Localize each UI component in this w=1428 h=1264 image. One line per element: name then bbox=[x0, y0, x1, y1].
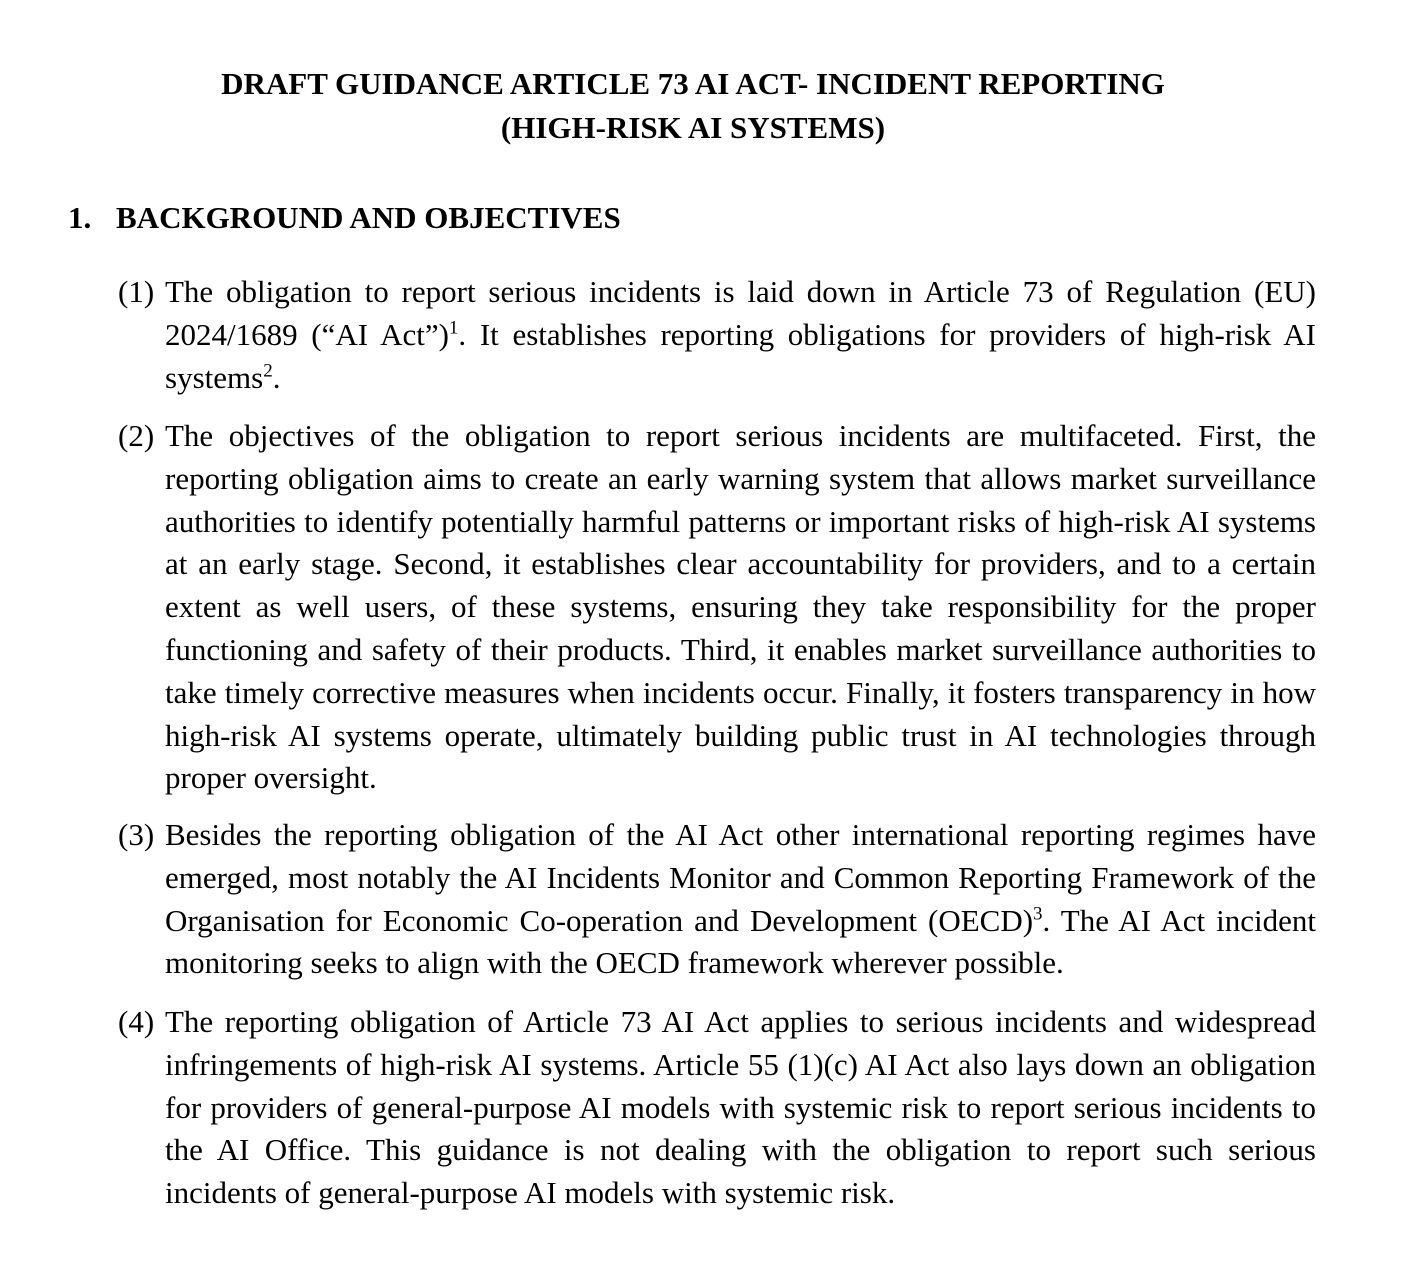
paragraph-text-segment: . The AI Act incident monitoring seeks to align with the OECD framework wherever possible. bbox=[165, 902, 1316, 981]
paragraph-text: The reporting obligation of Article 73 AI Act applies to serious incidents and widespread infringements of high-risk AI systems. Article 55 (1)(c) AI Act also lays down an obligation for providers of general-purpose AI models with systemic risk to report serious incidents to the AI Office. This guidance is not dealing with the obligation to report such serious incidents of general-purpose AI models with systemic risk. bbox=[165, 1004, 1316, 1211]
paragraph-1 bbox=[118, 271, 1316, 399]
paragraph-number: (4) bbox=[118, 1004, 155, 1039]
paragraph-number: (2) bbox=[118, 418, 155, 453]
paragraph-text-segment: . It establishes reporting obligations for providers of high-risk AI systems bbox=[165, 316, 1316, 395]
paragraph-text-segment: The obligation to report serious incidents is laid down in Article 73 of Regulation (EU) 2024/1689 (“AI Act”) bbox=[165, 274, 1316, 352]
paragraph-text-segment: Besides the reporting obligation of the AI Act other international reporting regimes have emerged, most notably the AI Incidents Monitor and Common Reporting Framework of the Organisation for Economic Co-operation and Development (OECD) bbox=[165, 817, 1316, 938]
paragraph-text-segment: . bbox=[272, 359, 281, 395]
paragraph-text bbox=[165, 271, 1316, 399]
section-number: 1. bbox=[68, 200, 92, 235]
paragraph-2 bbox=[118, 415, 1316, 800]
section-title: BACKGROUND AND OBJECTIVES bbox=[116, 200, 621, 235]
footnote-reference-1[interactable]: 1 bbox=[448, 317, 459, 339]
paragraph-3 bbox=[118, 814, 1316, 985]
paragraph-text bbox=[165, 814, 1316, 985]
paragraph-text: The objectives of the obligation to report serious incidents are multifaceted. First, the reporting obligation aims to create an early warning system that allows market surveillance authorities to identify potentially harmful patterns or important risks of high-risk AI systems at an early stage. Second, it establishes clear accountability for providers, and to a certain extent as well users, of these systems, ensuring they take responsibility for the proper functioning and safety of their products. Third, it enables market surveillance authorities to take timely corrective measures when incidents occur. Finally, it fosters transparency in how high-risk AI systems operate, ultimately building public trust in AI technologies through proper oversight. bbox=[165, 418, 1316, 796]
footnote-reference-3[interactable]: 3 bbox=[1033, 903, 1043, 925]
footnote-reference-2[interactable]: 2 bbox=[263, 360, 273, 382]
title-line-2: (HIGH-RISK AI SYSTEMS) bbox=[500, 110, 886, 145]
document-title bbox=[0, 62, 1386, 150]
paragraph-number: (1) bbox=[118, 274, 155, 309]
title-line-1: DRAFT GUIDANCE ARTICLE 73 AI ACT- INCIDENT REPORTING bbox=[221, 66, 1165, 101]
paragraph-4 bbox=[118, 1001, 1316, 1215]
paragraph-number: (3) bbox=[118, 817, 155, 852]
section-heading bbox=[68, 196, 621, 240]
